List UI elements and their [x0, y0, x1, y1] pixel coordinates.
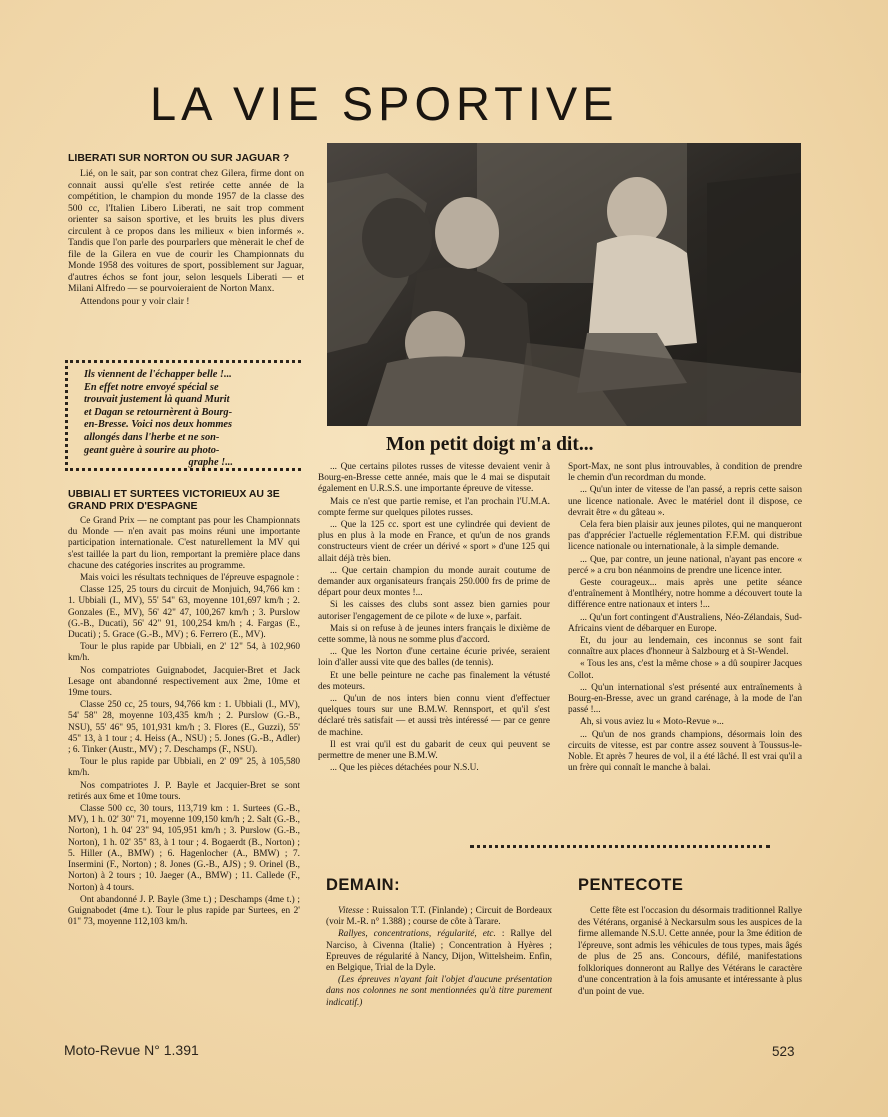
article-ubbiali-paragraph: Nos compatriotes J. P. Bayle et Jacquier-Bret se sont retirés aux 6me et 10me tours. [68, 780, 300, 802]
magazine-issue: Moto-Revue N° 1.391 [64, 1042, 199, 1058]
gossip-item: Mais si on refuse à de jeunes inters français le dixième de cette somme, là nous ne somme plus d'accord. [318, 623, 550, 646]
page-number: 523 [772, 1044, 795, 1059]
demain-rallyes-label: Rallyes, concentrations, régularité, etc. [338, 929, 496, 940]
caption-line: graphe !... [188, 457, 233, 469]
gossip-item: Sport-Max, ne sont plus introuvables, à condition de prendre le chemin d'un recordman du monde. [568, 462, 802, 484]
demain-vitesse-text: : Ruissalon T.T. (Finlande) ; Circuit de Bordeaux (voir M.-R. n° 1.388) ; course de côte à Tarare. [326, 906, 552, 928]
demain-body [326, 906, 552, 1010]
gossip-column-1 [318, 462, 550, 775]
article-ubbiali-paragraph: Nos compatriotes Guignabodet, Jacquier-Bret et Jack Lesage ont abandonné respectivement aux 2me, 10me et 19me tours. [68, 665, 300, 699]
gossip-item: Cela fera bien plaisir aux jeunes pilotes, qui ne manqueront pas d'apprécier l'actuelle réglementation F.F.M. qui distribue licence nationale ou internationale, à la simple demande. [568, 520, 802, 553]
gossip-item: ... Que certains pilotes russes de vitesse devaient venir à Bourg-en-Bresse cette année, mais que le 4 mai se disputait également en U.R.S.S. une importante épreuve de vitesse. [318, 462, 550, 495]
section-divider [470, 845, 770, 851]
gossip-item: « Tous les ans, c'est la même chose » a dû soupirer Jacques Collot. [568, 659, 802, 681]
gossip-item: Il est vrai qu'il est du gabarit de ceux qui peuvent se permettre de mener une B.M.W. [318, 739, 550, 762]
article-ubbiali-paragraph: Ont abandonné J. P. Bayle (3me t.) ; Deschamps (4me t.) ; Guignabodet (4me t.). Tour le plus rapide par Surtees, en 2' 01" 73, moyenne 112,103 km/h. [68, 894, 300, 928]
article-ubbiali-paragraph: Ce Grand Prix — ne comptant pas pour les Championnats du Monde — n'en avait pas moins réuni une importante participation internationale. C'est naturellement la MV qui s'est taillée la part du lion, remportant la première place dans chacune des catégories inscrites au programme. [68, 516, 300, 571]
article-liberati-closing: Attendons pour y voir clair ! [80, 295, 190, 307]
demain-vitesse-label: Vitesse [338, 906, 364, 916]
article-ubbiali-paragraph: Tour le plus rapide par Ubbiali, en 2' 12" 54, à 102,960 km/h. [68, 642, 300, 664]
gossip-item: Ah, si vous aviez lu « Moto-Revue »... [580, 717, 724, 728]
riders-photo-image [327, 143, 801, 426]
caption-line: En effet notre envoyé spécial se [84, 381, 219, 393]
gossip-item: ... Qu'un fort contingent d'Australiens, Néo-Zélandais, Sud-Africains vient de débarquer en Europe. [568, 612, 802, 634]
article-ubbiali-results-500: Classe 500 cc, 30 tours, 113,719 km : 1. Surtees (G.-B., MV), 1 h. 02' 30" 71, moyenne 109,150 km/h ; 2. Salt (G.-B., Norton), 1 h. 04' 23" 94, 105,951 km/h ; 3. Purslow (G.-B., Norton), 1 h. 02' 35" 83, à 1 tour ; 4. Bogaerdt (B., Norton) ; 5. Hiller (A., BMW) ; 6. Hagenlocher (A., BMW) ; 7. Insermini (F., Norton) ; 8. Jones (G.-B., AJS) ; 9. Orinel (B., Norton) à 2 tours ; 10. Jaeger (A., BMW) ; 11. Callede (F., Norton) à 4 tours. [68, 804, 300, 893]
gossip-item: ... Qu'un international s'est présenté aux entraînements à Bourg-en-Bresse, avec un grand carénage, à la mode de l'an passé !... [568, 682, 802, 716]
gossip-item: ... Que, par contre, un jeune national, n'ayant pas encore « percé » a cru bon néanmoins de prendre une licence inter. [568, 554, 802, 576]
gossip-item: ... Qu'un inter de vitesse de l'an passé, a repris cette saison une licence nationale. Avec le matériel dont il dispose, ce devrait être « du gâteau ». [568, 485, 802, 518]
demain-note: (Les épreuves n'ayant fait l'objet d'aucune présentation dans nos colonnes ne sont mentionnées qu'à titre purement indicatif.) [326, 975, 552, 1008]
gossip-item: ... Que certain champion du monde aurait coutume de demander aux organisateurs français 250.000 frs de prime de départ pour deux montes !... [318, 565, 550, 599]
article-ubbiali-title: UBBIALI ET SURTEES VICTORIEUX AU 3E GRAND PRIX D'ESPAGNE [68, 488, 280, 512]
article-ubbiali-results-125: Classe 125, 25 tours du circuit de Monjuich, 94,766 km : 1. Ubbiali (I., MV), 55' 54" 63, moyenne 101,697 km/h ; 2. Gonzales (E., MV), 56' 42" 47, 100,267 km/h ; 3. Purslow (G.-B., Ducati), 56' 42" 91, 100,254 km/h ; 4. Fargas (E., Ducati) ; 5. Grace (G.-B., MV) ; 6. Ferrero (E., MV). [68, 585, 300, 641]
gossip-item: Mais ce n'est que partie remise, et l'an prochain l'U.M.A. compte ferme sur quelques pilotes russes. [318, 496, 550, 518]
gossip-item: ... Qu'un de nos inters bien connu vient d'effectuer quelques tours sur une B.M.W. Rennsport, et qu'il s'est déclaré très satisfait — et aussi très intéressé — par ce genre de machine. [318, 694, 550, 738]
gossip-item: Et une belle peinture ne cache pas finalement la vétusté des moteurs. [318, 670, 550, 692]
gossip-item: ... Qu'un de nos grands champions, désormais loin des circuits de vitesse, est par contre assez souvent à Toussus-le-Noble. Et après 7 heures de vol, il a été lâché. Il est vrai qu'il a un frère qui connaît le manche à balai. [568, 729, 802, 774]
caption-line: Ils viennent de l'échapper belle !... [84, 369, 232, 380]
article-liberati-title: LIBERATI SUR NORTON OU SUR JAGUAR ? [68, 152, 290, 164]
pentecote-text: Cette fête est l'occasion du désormais traditionnel Rallye des Vétérans, organisé à Neckarsulm sous les auspices de la firme allemande N.S.U. Cette année, pour la 3me édition de l'épreuve, sont admis les véhicules de tous types, mais âgés de plus de 25 ans. Concours, défilé, manifestations folkloriques donneront au Rallye des Vétérans le caractère d'une concentration à la fois amusante et intéressante à plus d'un point de vue. [578, 906, 802, 997]
gossip-item: Geste courageux... mais après une petite séance d'entraînement à Montlhéry, notre homme a découvert toute la différence entre nationaux et inters !... [568, 578, 802, 611]
demain-title: DEMAIN: [326, 876, 401, 894]
caption-line: geant guère à sourire au photo- [84, 444, 220, 456]
demain-rallyes-text: : Rallye del Narciso, à Civenna (Italie) ; Concentration à Hyères ; Epreuves de régularité à Nancy, Dijon, Wittelsheim. Enfin, en Belgique, Trial de la Dyle. [326, 929, 552, 974]
riders-photo [327, 143, 801, 426]
pentecote-body [578, 906, 802, 999]
article-liberati-body: Lié, on le sait, par son contrat chez Gilera, firme dont on connait aussi qu'elle s'est retirée cette année de la compétition, le champion du monde 1957 de la classe des 500 cc, l'Italien Libero Liberati, ne sait trop comment orienter sa saison sportive, et les bruits les plus divers circulent à ce propos dans les milieux « bien informés ». Tandis que l'on parle des pourparlers que mènerait le chef de file de la Gilera en vue de courir les Championnats du Monde 1958 des voitures de sport, possiblement sur Jaguar, d'autres échos se font jour, selon lesquels Liberati — et Milani Alfredo — se pourvoieraient de Norton Manx. [68, 168, 304, 294]
article-ubbiali-paragraph: Mais voici les résultats techniques de l'épreuve espagnole : [80, 573, 300, 584]
gossip-item: ... Que la 125 cc. sport est une cylindrée qui devient de plus en plus à la mode en France, et qu'un de nos grands constructeurs vient de créer un dérivé « sport » d'une 125 qui allait déjà très bien. [318, 520, 550, 564]
gossip-item: ... Que les Norton d'une certaine écurie privée, seraient loin d'aller aussi vite que des balles (de tennis). [318, 647, 550, 669]
gossip-item: Si les caisses des clubs sont assez bien garnies pour autoriser l'engagement de ce pilote « de luxe », parfait. [318, 600, 550, 622]
gossip-item: Et, du jour au lendemain, ces inconnus se sont fait connaître aux places d'honneur à Salzbourg et à St-Wendel. [568, 636, 802, 658]
article-ubbiali-paragraph: Tour le plus rapide par Ubbiali, en 2' 09" 25, à 105,580 km/h. [68, 757, 300, 779]
pentecote-title: PENTECOTE [578, 876, 684, 894]
caption-line: trouvait justement là quand Murit [84, 394, 230, 406]
article-liberati [68, 152, 304, 308]
gossip-title: Mon petit doigt m'a dit... [386, 434, 594, 455]
article-ubbiali-results-250: Classe 250 cc, 25 tours, 94,766 km : 1. Ubbiali (I., MV), 54' 58" 28, moyenne 103,435 km/h ; 2. Purslow (G.-B., NSU), 55' 46" 95, 101,931 km/h ; 3. Flores (E., Guzzi), 55' 45" 13, à 1 tour ; 4. Heiss (A., NSU) ; 5. Jones (G.-B., Adler) ; 6. Tinker (Austr., MV) ; 7. Deschamps (F., NSU). [68, 700, 300, 756]
gossip-column-2 [568, 462, 802, 775]
article-ubbiali [68, 488, 300, 929]
caption-line: allongés dans l'herbe et ne son- [84, 431, 220, 443]
page-title: LA VIE SPORTIVE [150, 77, 619, 130]
gossip-item: ... Que les pièces détachées pour N.S.U. [330, 763, 479, 774]
caption-line: et Dagan se retournèrent à Bourg- [84, 406, 233, 418]
photo-caption-box [65, 360, 301, 471]
caption-line: en-Bresse. Voici nos deux hommes [84, 419, 233, 431]
